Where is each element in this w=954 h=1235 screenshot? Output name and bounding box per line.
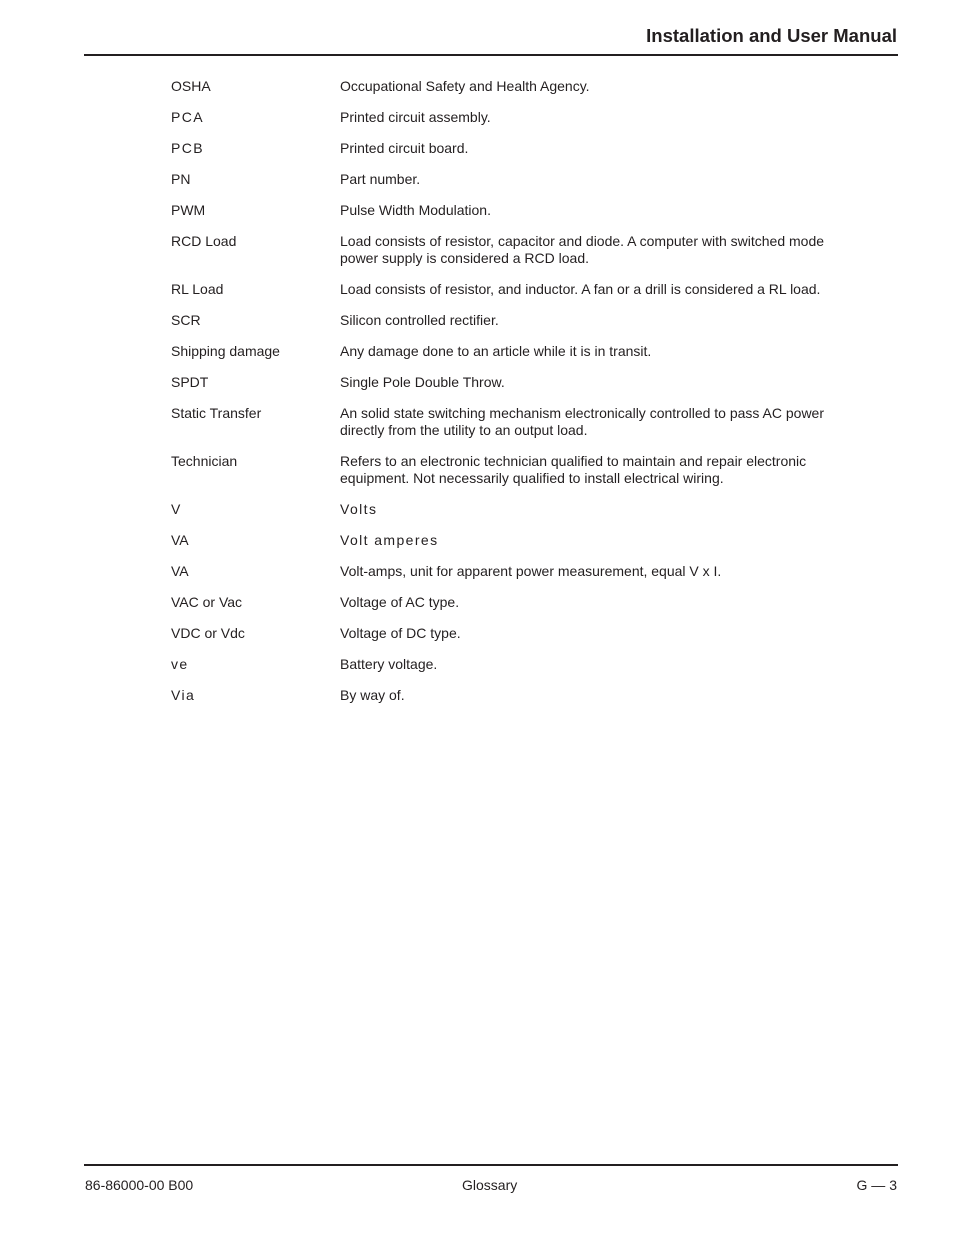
glossary-entry bbox=[171, 233, 841, 267]
glossary-definition: Volts bbox=[340, 501, 378, 517]
glossary-term: PCB bbox=[171, 140, 204, 156]
glossary-term: Static Transfer bbox=[171, 405, 262, 421]
glossary-definition: Occupational Safety and Health Agency. bbox=[340, 78, 590, 94]
footer-rule bbox=[84, 1164, 898, 1166]
glossary-entry bbox=[171, 656, 841, 673]
glossary-definition: Silicon controlled rectifier. bbox=[340, 312, 499, 328]
footer-page-number: G — 3 bbox=[856, 1177, 897, 1193]
glossary-definition: Refers to an electronic technician qualified to maintain and repair electronic equipment. Not necessarily qualified to install electrical wiring. bbox=[340, 453, 807, 486]
glossary-entry bbox=[171, 78, 841, 95]
glossary-definition: By way of. bbox=[340, 687, 405, 703]
glossary-list bbox=[171, 78, 841, 718]
glossary-definition: Voltage of AC type. bbox=[340, 594, 460, 610]
glossary-definition: Load consists of resistor, capacitor and diode. A computer with switched mode power supply is considered a RCD load. bbox=[340, 233, 825, 266]
glossary-definition: An solid state switching mechanism electronically controlled to pass AC power directly from the utility to an output load. bbox=[340, 405, 825, 438]
glossary-entry bbox=[171, 453, 841, 487]
glossary-definition: Part number. bbox=[340, 171, 421, 187]
glossary-term: VA bbox=[171, 563, 189, 579]
glossary-entry bbox=[171, 374, 841, 391]
glossary-entry bbox=[171, 625, 841, 642]
glossary-term: VA bbox=[171, 532, 189, 548]
glossary-term: Technician bbox=[171, 453, 238, 469]
glossary-term: RCD Load bbox=[171, 233, 237, 249]
glossary-definition: Battery voltage. bbox=[340, 656, 438, 672]
footer-document-number: 86-86000-00 B00 bbox=[85, 1177, 194, 1193]
glossary-term: OSHA bbox=[171, 78, 211, 94]
glossary-entry bbox=[171, 532, 841, 549]
glossary-definition: Pulse Width Modulation. bbox=[340, 202, 491, 218]
glossary-definition: Volt amperes bbox=[340, 532, 439, 548]
glossary-entry bbox=[171, 171, 841, 188]
glossary-term: ve bbox=[171, 656, 189, 672]
glossary-definition: Any damage done to an article while it is in transit. bbox=[340, 343, 652, 359]
glossary-term: V bbox=[171, 501, 181, 517]
glossary-term: Shipping damage bbox=[171, 343, 280, 359]
glossary-entry bbox=[171, 140, 841, 157]
glossary-entry bbox=[171, 594, 841, 611]
header-rule bbox=[84, 54, 898, 56]
glossary-term: RL Load bbox=[171, 281, 224, 297]
glossary-term: VDC or Vdc bbox=[171, 625, 245, 641]
glossary-entry bbox=[171, 312, 841, 329]
glossary-term: Via bbox=[171, 687, 196, 703]
glossary-term: PWM bbox=[171, 202, 206, 218]
glossary-definition: Single Pole Double Throw. bbox=[340, 374, 505, 390]
glossary-definition: Printed circuit assembly. bbox=[340, 109, 491, 125]
glossary-term: PN bbox=[171, 171, 191, 187]
glossary-term: SCR bbox=[171, 312, 201, 328]
page-header-title: Installation and User Manual bbox=[646, 25, 897, 46]
glossary-entry bbox=[171, 281, 841, 298]
footer-section-title: Glossary bbox=[462, 1177, 518, 1193]
glossary-entry bbox=[171, 563, 841, 580]
glossary-entry bbox=[171, 501, 841, 518]
glossary-entry bbox=[171, 109, 841, 126]
glossary-definition: Printed circuit board. bbox=[340, 140, 469, 156]
glossary-definition: Load consists of resistor, and inductor. A fan or a drill is considered a RL load. bbox=[340, 281, 821, 297]
glossary-definition: Voltage of DC type. bbox=[340, 625, 461, 641]
glossary-definition: Volt-amps, unit for apparent power measurement, equal V x I. bbox=[340, 563, 722, 579]
glossary-term: SPDT bbox=[171, 374, 209, 390]
glossary-entry bbox=[171, 405, 841, 439]
glossary-entry bbox=[171, 343, 841, 360]
glossary-entry bbox=[171, 687, 841, 704]
glossary-term: PCA bbox=[171, 109, 204, 125]
glossary-entry bbox=[171, 202, 841, 219]
glossary-term: VAC or Vac bbox=[171, 594, 243, 610]
